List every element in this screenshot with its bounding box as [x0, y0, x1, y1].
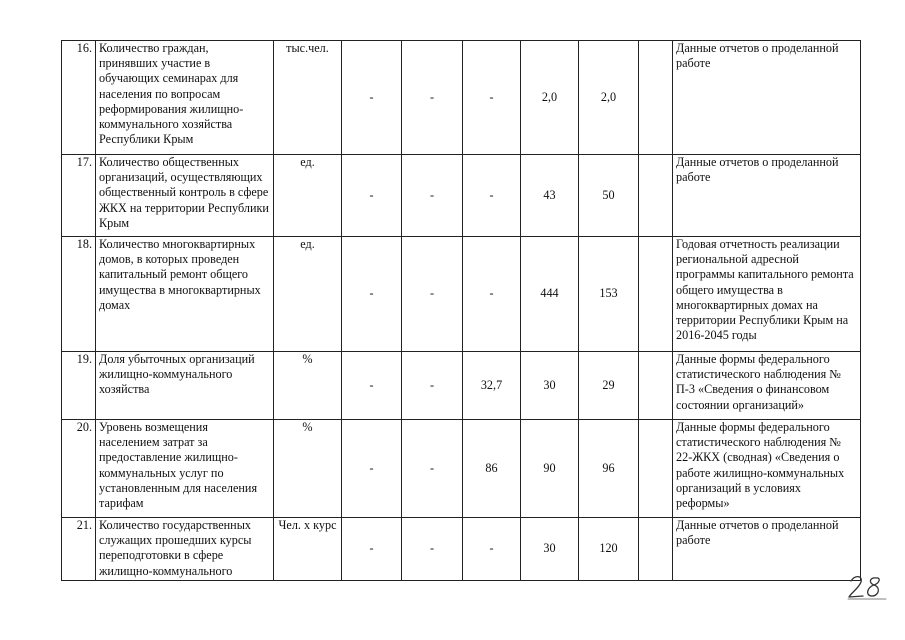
source-cell: Данные формы федерального статистического наблюдения № П-3 «Сведения о финансовом состоянии организаций»	[673, 352, 861, 420]
value-cell: -	[342, 155, 402, 237]
indicator-name: Уровень возмещения населением затрат за предоставление жилищно-коммунальных услуг по установленным для населения тарифам	[96, 420, 274, 518]
row-number: 16.	[62, 41, 96, 155]
value-cell: 444	[521, 237, 579, 352]
value-cell: -	[463, 155, 521, 237]
unit-cell: ед.	[274, 155, 342, 237]
source-cell: Данные отчетов о проделанной работе	[673, 155, 861, 237]
unit-cell: ед.	[274, 237, 342, 352]
empty-cell	[639, 352, 673, 420]
value-cell: -	[402, 41, 463, 155]
value-cell: 30	[521, 518, 579, 581]
value-cell: 96	[579, 420, 639, 518]
unit-cell: Чел. х курс	[274, 518, 342, 581]
table-row	[62, 41, 861, 155]
value-cell: -	[463, 518, 521, 581]
empty-cell	[639, 155, 673, 237]
value-cell: -	[402, 352, 463, 420]
source-cell: Данные отчетов о проделанной работе	[673, 41, 861, 155]
indicator-name: Количество многоквартирных домов, в которых проведен капитальный ремонт общего имущества в многоквартирных домах	[96, 237, 274, 352]
row-number: 18.	[62, 237, 96, 352]
value-cell: -	[342, 41, 402, 155]
indicators-table	[61, 40, 861, 581]
value-cell: -	[402, 518, 463, 581]
table-row	[62, 420, 861, 518]
empty-cell	[639, 518, 673, 581]
row-number: 21.	[62, 518, 96, 581]
unit-cell: %	[274, 420, 342, 518]
table-row	[62, 518, 861, 581]
row-number: 17.	[62, 155, 96, 237]
empty-cell	[639, 237, 673, 352]
value-cell: -	[342, 352, 402, 420]
value-cell: 43	[521, 155, 579, 237]
source-cell: Данные отчетов о проделанной работе	[673, 518, 861, 581]
table-row	[62, 155, 861, 237]
table-row	[62, 352, 861, 420]
value-cell: -	[342, 237, 402, 352]
value-cell: 120	[579, 518, 639, 581]
empty-cell	[639, 420, 673, 518]
handwritten-page-number	[846, 572, 890, 600]
indicator-name: Количество общественных организаций, осуществляющих общественный контроль в сфере ЖКХ на территории Республики Крым	[96, 155, 274, 237]
row-number: 20.	[62, 420, 96, 518]
value-cell: -	[402, 237, 463, 352]
value-cell: 153	[579, 237, 639, 352]
indicator-name: Количество государственных служащих прошедших курсы переподготовки в сфере жилищно-коммунального	[96, 518, 274, 581]
value-cell: 2,0	[521, 41, 579, 155]
value-cell: 86	[463, 420, 521, 518]
value-cell: 32,7	[463, 352, 521, 420]
source-cell: Данные формы федерального статистического наблюдения № 22-ЖКХ (сводная) «Сведения о работе жилищно-коммунальных организаций в условиях реформы»	[673, 420, 861, 518]
value-cell: -	[463, 237, 521, 352]
source-cell: Годовая отчетность реализации региональной адресной программы капитального ремонта общего имущества в многоквартирных домах на территории Республики Крым на 2016-2045 годы	[673, 237, 861, 352]
value-cell: -	[402, 420, 463, 518]
unit-cell: %	[274, 352, 342, 420]
empty-cell	[639, 41, 673, 155]
row-number: 19.	[62, 352, 96, 420]
indicator-name: Количество граждан, принявших участие в обучающих семинарах для населения по вопросам реформирования жилищно-коммунального хозяйства Республики Крым	[96, 41, 274, 155]
value-cell: -	[342, 420, 402, 518]
indicator-name: Доля убыточных организаций жилищно-коммунального хозяйства	[96, 352, 274, 420]
table-row	[62, 237, 861, 352]
value-cell: -	[402, 155, 463, 237]
value-cell: 90	[521, 420, 579, 518]
value-cell: 2,0	[579, 41, 639, 155]
value-cell: -	[342, 518, 402, 581]
unit-cell: тыс.чел.	[274, 41, 342, 155]
value-cell: 30	[521, 352, 579, 420]
value-cell: 29	[579, 352, 639, 420]
value-cell: 50	[579, 155, 639, 237]
value-cell: -	[463, 41, 521, 155]
